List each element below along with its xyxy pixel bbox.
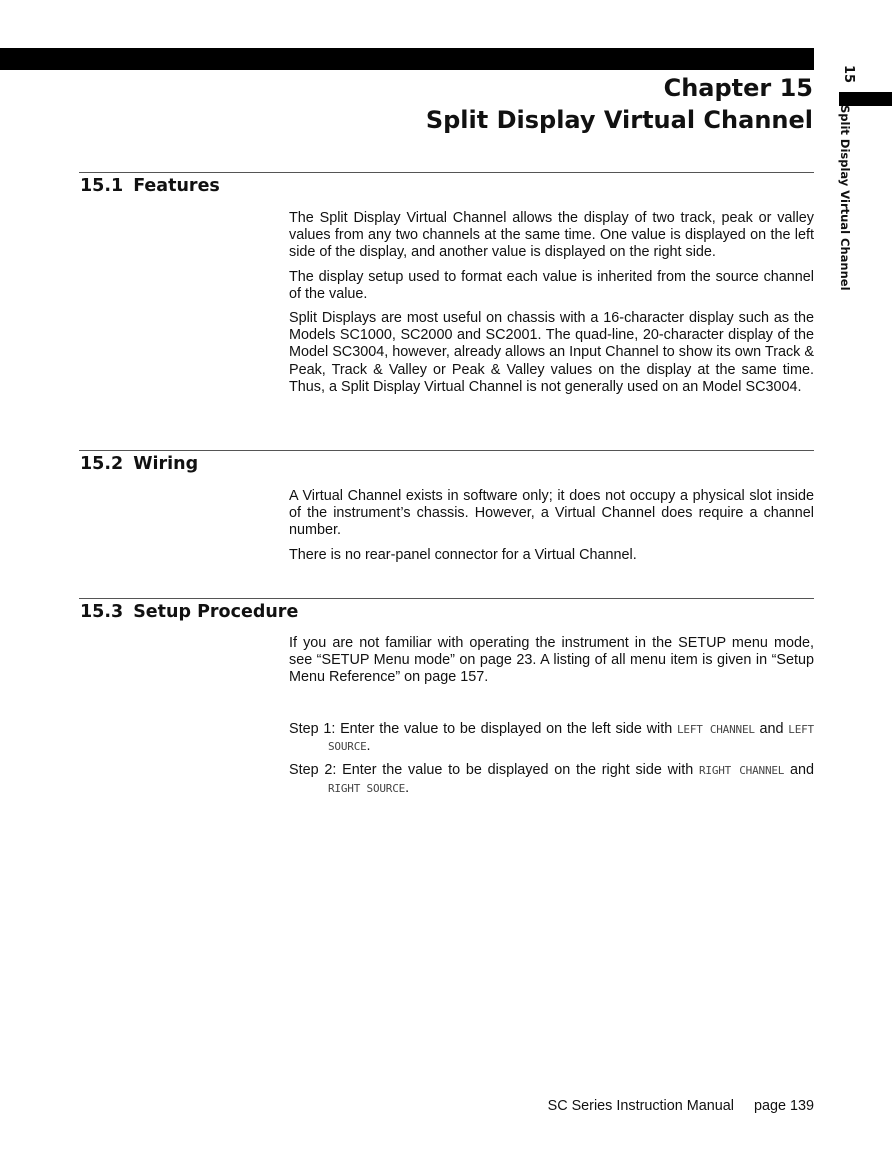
section-body-features <box>289 210 814 403</box>
step-item: Step 2: Enter the value to be displayed on the right side with RIGHT CHANNEL and RIGHT SOURCE. <box>289 762 814 796</box>
page-footer <box>548 1098 814 1114</box>
section-title: Wiring <box>133 454 199 474</box>
side-tab-label: Split Display Virtual Channel <box>838 105 852 291</box>
section-divider <box>79 172 814 173</box>
section-heading-features <box>80 174 220 198</box>
menu-item-code: RIGHT SOURCE <box>328 781 406 795</box>
menu-item-code: RIGHT CHANNEL <box>698 764 785 778</box>
section-body-setup-procedure <box>289 635 814 694</box>
setup-steps <box>289 721 814 804</box>
section-heading-setup-procedure <box>80 600 298 624</box>
paragraph: There is no rear-panel connector for a Virtual Channel. <box>289 546 637 563</box>
step-item: Step 1: Enter the value to be displayed on the left side with LEFT CHANNEL and LEFT SOURCE. <box>289 721 814 755</box>
chapter-heading <box>426 72 813 136</box>
chapter-number: Chapter 15 <box>663 74 813 102</box>
paragraph: If you are not familiar with operating the instrument in the SETUP menu mode, see “SETUP Menu mode” on page 23. A listing of all menu item is given in “Setup Menu Reference” on page 157. <box>289 635 814 686</box>
section-title: Setup Procedure <box>133 602 299 622</box>
paragraph: The Split Display Virtual Channel allows the display of two track, peak or valley values from any two channels at the same time. One value is displayed on the left side of the display, and another value is displayed on the right side. <box>289 210 814 261</box>
menu-item-code: LEFT SOURCE <box>328 723 814 754</box>
header-bar <box>0 48 814 70</box>
section-title: Features <box>133 176 220 196</box>
footer-manual-title: SC Series Instruction Manual <box>547 1098 734 1114</box>
section-divider <box>79 450 814 451</box>
paragraph: A Virtual Channel exists in software only; it does not occupy a physical slot inside of the instrument’s chassis. However, a Virtual Channel does require a channel number. <box>289 488 814 539</box>
section-number: 15.3 <box>80 602 124 622</box>
menu-item-code: LEFT CHANNEL <box>676 723 755 736</box>
chapter-title: Split Display Virtual Channel <box>425 106 813 134</box>
side-tab-chapter-number: 15 <box>841 64 856 84</box>
section-body-wiring <box>289 488 814 571</box>
section-heading-wiring <box>80 452 198 476</box>
footer-page-number: page 139 <box>753 1098 814 1114</box>
section-number: 15.1 <box>80 176 124 196</box>
chapter-tab-marker <box>839 92 892 106</box>
section-number: 15.2 <box>80 454 124 474</box>
paragraph: Split Displays are most useful on chassis with a 16-character display such as the Models SC1000, SC2000 and SC2001. The quad-line, 20-character display of the Model SC3004, however, already allows an Input Channel to show its own Track & Peak, Track & Valley or Peak & Valley values on the display at the same time. Thus, a Split Display Virtual Channel is not generally used on an Model SC3004. <box>289 310 814 395</box>
paragraph: The display setup used to format each value is inherited from the source channel of the value. <box>289 268 814 302</box>
section-divider <box>79 598 814 599</box>
